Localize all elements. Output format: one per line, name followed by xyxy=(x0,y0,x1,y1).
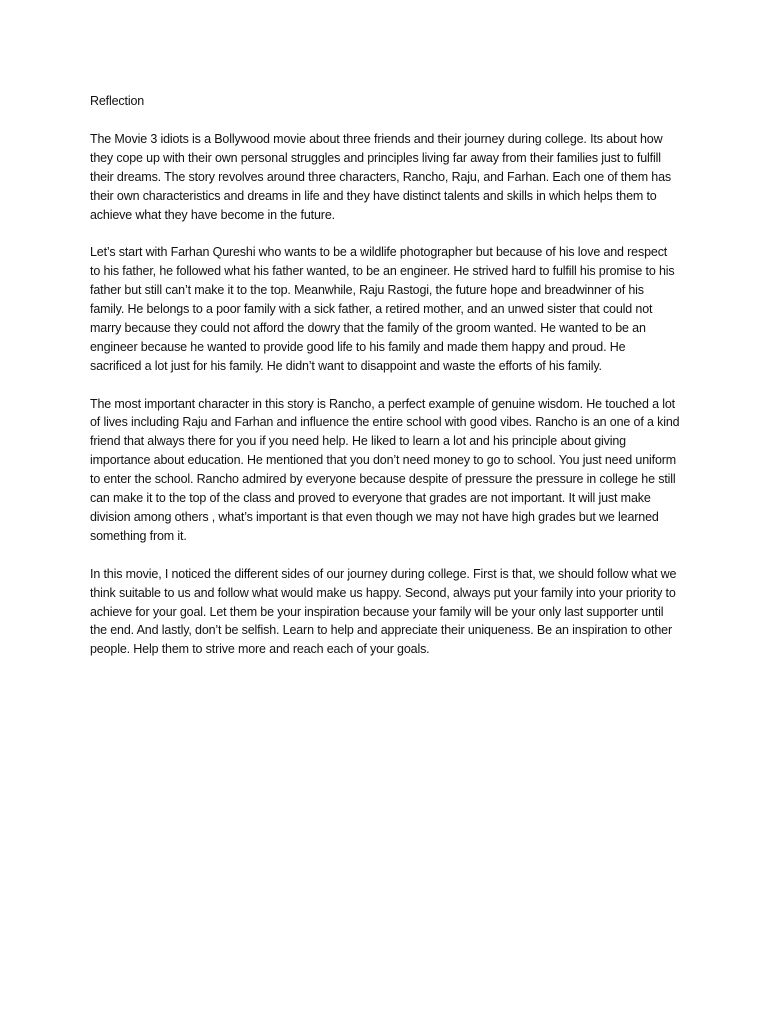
document-title: Reflection xyxy=(90,94,145,108)
document-body xyxy=(90,92,680,678)
paragraph-conclusion: In this movie, I noticed the different sides of our journey during college. First is that, we should follow what we think suitable to us and follow what would make us happy. Second, always put your family into your priority to achieve for your goal. Let them be your inspiration because your family will be your only last supporter until the end. And lastly, don’t be selfish. Learn to help and appreciate their uniqueness. Be an inspiration to other people. Help them to strive more and reach each of your goals. xyxy=(90,566,677,657)
paragraph-intro: The Movie 3 idiots is a Bollywood movie about three friends and their journey during college. Its about how they cope up with their own personal struggles and principles living far away from their families just to fulfill their dreams. The story revolves around three characters, Rancho, Raju, and Farhan. Each one of them has their own characteristics and dreams in life and they have distinct talents and skills in which helps them to achieve what they have become in the future. xyxy=(90,131,672,222)
paragraph-farhan-raju: Let’s start with Farhan Qureshi who wants to be a wildlife photographer but because of his love and respect to his father, he followed what his father wanted, to be an engineer. He strived hard to fulfill his promise to his father but still can’t make it to the top. Meanwhile, Raju Rastogi, the future hope and breadwinner of his family. He belongs to a poor family with a sick father, a retired mother, and an unwed sister that could not marry because they could not afford the dowry that the family of the groom wanted. He wanted to be an engineer because he wanted to provide good life to his family and made them happy and proud. He sacrificed a lot just for his family. He didn’t want to disappoint and waste the efforts of his family. xyxy=(90,245,675,373)
paragraph-rancho: The most important character in this story is Rancho, a perfect example of genuine wisdom. He touched a lot of lives including Raju and Farhan and influence the entire school with good vibes. Rancho is an one of a kind friend that always there for you if you need help. He liked to learn a lot and his principle about giving importance about education. He mentioned that you don’t need money to go to school. You just need uniform to enter the school. Rancho admired by everyone because despite of pressure the pressure in college he still can make it to the top of the class and proved to everyone that grades are not important. It will just make division among others , what’s important is that even though we may not have high grades but we learned something from it. xyxy=(90,396,680,543)
